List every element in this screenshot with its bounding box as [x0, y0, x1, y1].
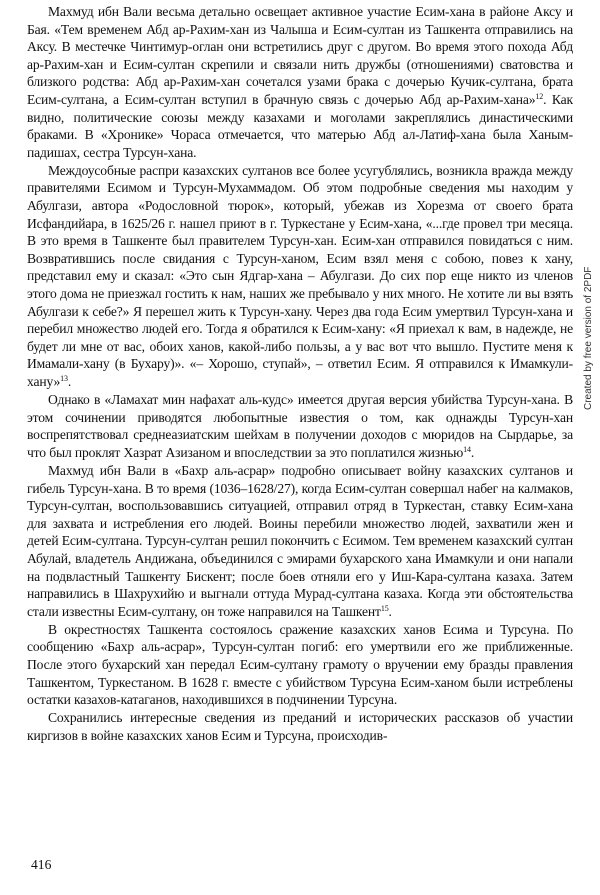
paragraph-6	[27, 709, 573, 744]
footnote-ref-13[interactable]: 13	[60, 373, 68, 383]
watermark-note: Created by free version of 2PDF	[583, 266, 594, 410]
footnote-ref-15[interactable]: 15	[380, 603, 389, 613]
paragraph-tail: .	[67, 373, 72, 389]
page-number: 416	[31, 857, 52, 872]
paragraph-1	[27, 3, 573, 161]
footnote-ref-14[interactable]: 14	[463, 444, 471, 454]
paragraph-text: Сохранились интересные сведения из преданий и исторических рассказов об участии киргизов в войне казахских ханов Есим и Турсуна, происходив-	[27, 710, 573, 743]
paragraph-tail: . Как видно, политические союзы между казахами и моголами закреплялись династическими браками. В «Хронике» Чораса отмечается, что матерью Абд ал-Латиф-хана была Ханым-падишах, сестра Турсун-хана.	[27, 91, 573, 160]
paragraph-tail: .	[470, 444, 475, 460]
paragraph-tail: .	[388, 603, 392, 619]
paragraph-3	[27, 391, 573, 461]
paragraph-text: Междоусобные распри казахских султанов все более усугублялись, возникла вражда между правителями Есимом и Турсун-Мухаммадом. Об этом подробные сведения мы находим у Абулгази, автора «Родословной тюрок», который, убежав из Хорезма от своего брата Исфандийара, в 1625/26 г. нашел приют в г. Туркестане у Есим-хана, «...где провел три месяца. В это время в Ташкенте был правителем Турсун-хан. Есим-хан отправился повидаться с ним. Возвратившись после свидания с Турсун-ханом, Есим взял меня с собою, повез к хану, представил ему и сказал: «Это сын Ядгар-хана – Абулгази. До сих пор еще никто из членов этого дома не приезжал гостить к нам, наших же пребывало у них много. Не хотите ли вы взять Абулгази к себе?» Я перешел жить к Турсун-хану. Через два года Есим умертвил Турсун-хана и перебил множество людей его. Тогда я обратился к Есим-хану: «Я приехал к вам, в надежде, не будет ли мне от вас, обоих ханов, какой-либо пользы, а у вас вот что вышло. Пустите меня к Имамали-хану (в Бухару)». «– Хорошо, ступай», – ответил Есим. Я отправился к Имамкули-хану»	[27, 162, 573, 389]
paragraph-4	[27, 462, 573, 620]
paragraph-2	[27, 162, 573, 391]
page-body	[27, 3, 573, 744]
paragraph-text: Махмуд ибн Вали весьма детально освещает активное участие Есим-хана в районе Аксу и Бая. «Тем временем Абд ар-Рахим-хан из Чалыша и Есим-султан из Ташкента отправились на Аксу. В местечке Чинтимур-оглан они встретились друг с другом. Во время этого похода Абд ар-Рахим-хан и Есим-султан скрепили и связали нить дружбы (отношениями) сватовства и близкого родства: Абд ар-Рахим-хан сочетался узами брака с дочерью Кучик-султана, брата Есим-султана, а Есим-султан вступил в брачную связь с дочерью Абд ар-Рахим-хана»	[27, 4, 573, 107]
paragraph-5	[27, 621, 573, 709]
footnote-ref-12[interactable]: 12	[535, 91, 544, 101]
paragraph-text: Махмуд ибн Вали в «Бахр аль-асрар» подробно описывает войну казахских султанов и гибель Турсун-хана. В то время (1036–1628/27), когда Есим-султан совершал набег на калмаков, Турсун-султан, воспользовавшись ситуацией, отправил отряд в Туркестан, ставку Есим-хана для захвата и истребления его людей. Воины перебили множество людей, захватили жен и детей Есим-султана. Турсун-султан решил покончить с Есимом. Тем временем казахский султан Абулай, владетель Андижана, объединился с эмирами бухарского хана Имамкули и они напали на подвластный Ташкенту Бискент; после боев отняли его у Иш-Кара-султана казаха. Затем направились в Шахрухийю и выгнали оттуда Мурад-султана казаха. Когда эти обстоятельства стали известны Есим-султану, он тоже направился на Ташкент	[27, 462, 573, 619]
paragraph-text: Однако в «Ламахат мин нафахат аль-кудс» имеется другая версия убийства Турсун-хана. В этом сочинении приводятся любопытные известия о том, как однажды Турсун-хан воспрепятствовал среднеазиатским шейхам в получении доходов с мюридов на Сырдарье, за что был проклят Хазрат Азизаном и впоследствии за это поплатился жизнью	[27, 392, 573, 460]
paragraph-text: В окрестностях Ташкента состоялось сражение казахских ханов Есима и Турсуна. По сообщению «Бахр аль-асрар», Турсун-султан погиб: его умертвили его же приближенные. После этого бухарский хан передал Есим-султану грамоту о вручении ему бразды правления Ташкентом, Туркестаном. В 1628 г. вместе с убийством Турсуна Есим-ханом были истреблены остатки казахов-катаганов, находившихся в подчинении Турсуна.	[27, 621, 573, 708]
